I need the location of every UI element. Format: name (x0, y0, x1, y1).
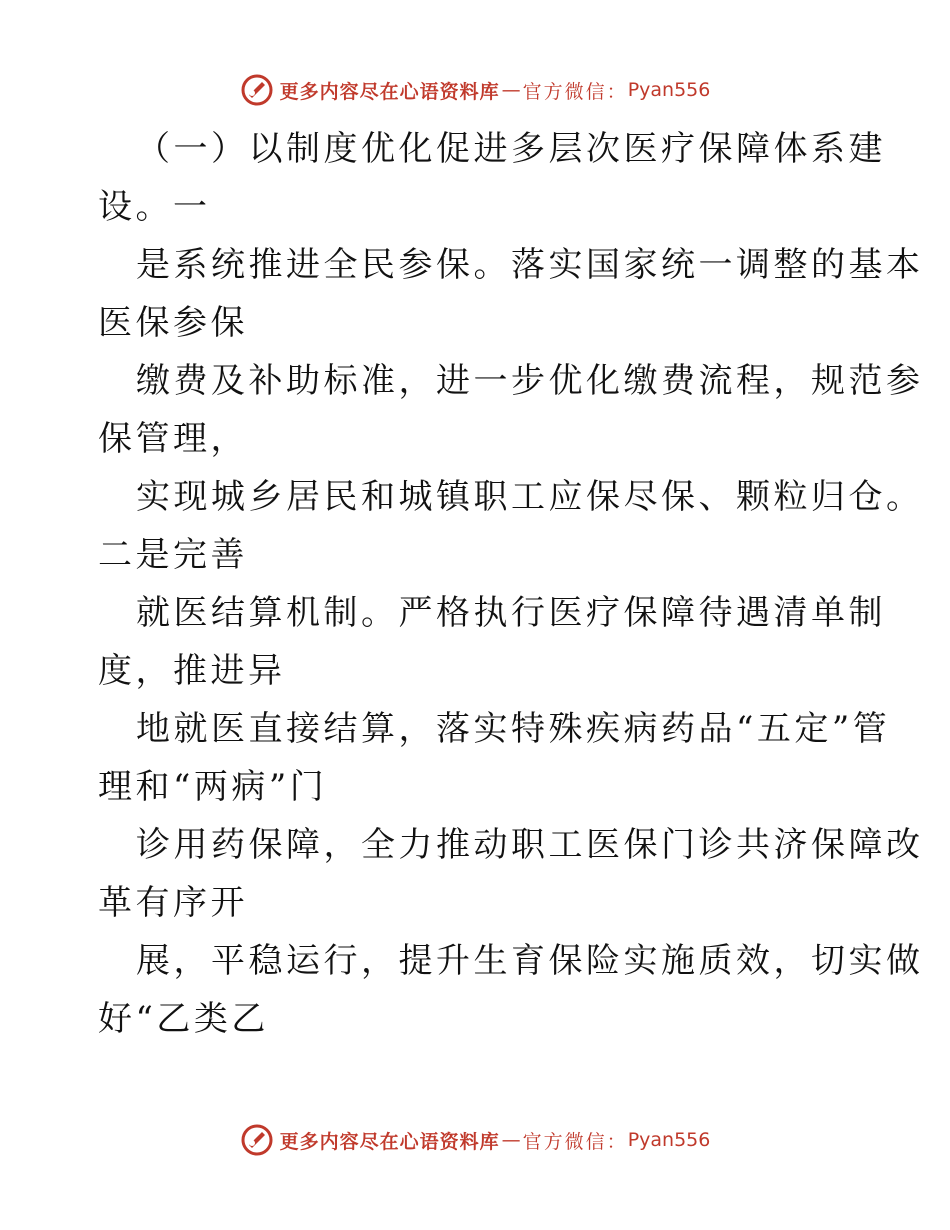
paragraph-line: 实现城乡居民和城镇职工应保尽保、颗粒归仓。 (136, 477, 924, 517)
document-body (98, 120, 924, 1048)
paragraph-line: 好“乙类乙 (98, 999, 269, 1039)
paragraph-line: 设。一 (98, 187, 211, 227)
paragraph-line: 缴费及补助标准，进一步优化缴费流程，规范参 (136, 361, 924, 401)
paragraph-line: 地就医直接结算，落实特殊疾病药品“五定”管 (136, 709, 891, 749)
watermark-wechat-id: Pyan556 (627, 1129, 711, 1151)
paragraph-line: 就医结算机制。严格执行医疗保障待遇清单制 (136, 593, 886, 633)
watermark-sub-text: 官方微信： (522, 80, 628, 103)
watermark-sub-text: 官方微信： (522, 1130, 628, 1153)
paragraph-line: 度，推进异 (98, 651, 286, 691)
watermark-header (0, 70, 950, 110)
watermark-main-text: 更多内容尽在心语资料库 (279, 1130, 500, 1153)
brand-logo-icon (240, 1123, 274, 1157)
paragraph-line: 革有序开 (98, 883, 248, 923)
paragraph-line: 诊用药保障，全力推动职工医保门诊共济保障改 (136, 825, 924, 865)
paragraph-line: 医保参保 (98, 303, 248, 343)
paragraph-line: 展，平稳运行，提升生育保险实施质效，切实做 (136, 941, 924, 981)
paragraph-line: 是系统推进全民参保。落实国家统一调整的基本 (136, 245, 924, 285)
paragraph-line: （一）以制度优化促进多层次医疗保障体系建 (136, 129, 886, 169)
paragraph-line: 二是完善 (98, 535, 248, 575)
watermark-separator: — (501, 1129, 521, 1151)
watermark-footer (0, 1120, 950, 1160)
watermark-separator: — (501, 79, 521, 101)
watermark-main-text: 更多内容尽在心语资料库 (279, 80, 500, 103)
brand-logo-icon (240, 73, 274, 107)
paragraph-line: 保管理， (98, 419, 248, 459)
watermark-wechat-id: Pyan556 (627, 79, 711, 101)
paragraph-line: 理和“两病”门 (98, 767, 328, 807)
